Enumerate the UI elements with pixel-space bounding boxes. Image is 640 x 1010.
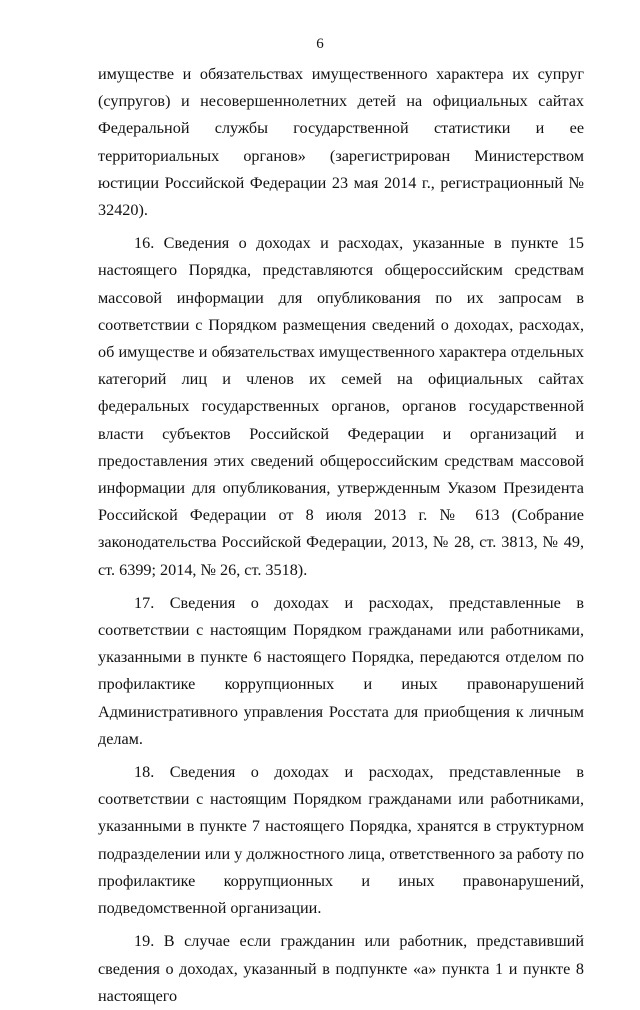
paragraph-19: 19. В случае если гражданин или работник, представивший сведения о доходах, указанный в подпункте «а» пункта 1 и пункте 8 настоящего — [98, 932, 584, 1005]
paragraph-16: 16. Сведения о доходах и расходах, указанные в пункте 15 настоящего Порядка, представляются общероссийским средствам массовой информации для опубликования по их запросам в соответствии с Порядком размещения сведений о доходах, расходах, об имуществе и обязательствах имущественного характера отдельных категорий лиц и членов их семей на официальных сайтах федеральных государственных органов, органов государственной власти субъектов Российской Федерации и организаций и предоставления этих сведений общероссийским средствам массовой информации для опубликования, утвержденным Указом Президента Российской Федерации от 8 июля 2013 г. № 613 (Собрание законодательства Российской Федерации, 2013, № 28, ст. 3813, № 49, ст. 6399; 2014, № 26, ст. 3518). — [98, 234, 584, 579]
document-body — [98, 61, 584, 1010]
paragraph-18: 18. Сведения о доходах и расходах, представленные в соответствии с настоящим Порядком гражданами или работниками, указанными в пункте 7 настоящего Порядка, хранятся в структурном подразделении или у должностного лица, ответственного за работу по профилактике коррупционных и иных правонарушений, подведомственной организации. — [98, 763, 584, 918]
page-number: 6 — [316, 36, 324, 52]
paragraph-continuation: имуществе и обязательствах имущественного характера их супруг (супругов) и несовершеннолетних детей на официальных сайтах Федеральной службы государственной статистики и ее территориальных органов» (зарегистрирован Министерством юстиции Российской Федерации 23 мая 2014 г., регистрационный № 32420). — [98, 65, 584, 220]
paragraph-17: 17. Сведения о доходах и расходах, представленные в соответствии с настоящим Порядком гражданами или работниками, указанными в пункте 6 настоящего Порядка, передаются отделом по профилактике коррупционных и иных правонарушений Административного управления Росстата для приобщения к личным делам. — [98, 593, 584, 748]
